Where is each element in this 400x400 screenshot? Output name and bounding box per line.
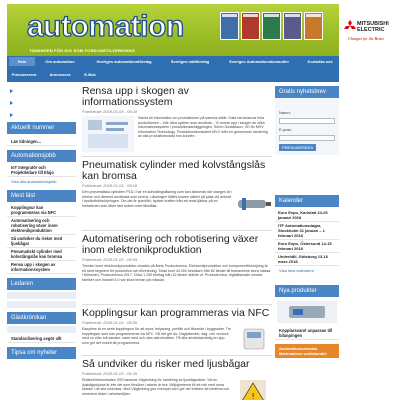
mest-last-item[interactable]: Rensa upp i skogen av informationssystem: [7, 261, 76, 274]
article-title[interactable]: Kopplingsur kan programmeras via NFC: [82, 308, 270, 319]
article-title[interactable]: Automatisering och robotisering växer inom elektronikproduktion: [82, 234, 259, 256]
ledaren-box: [7, 278, 76, 308]
subscribe-button[interactable]: PRENUMERERA: [279, 144, 316, 151]
mest-last-heading: Mest läst: [7, 190, 76, 202]
mest-last-item[interactable]: Så undviker du risker med ljusbågar: [7, 235, 76, 248]
ledaren-placeholder: [7, 292, 76, 299]
automationsjobb-box: [7, 150, 76, 186]
article-item: [82, 359, 272, 400]
article-title[interactable]: Pneumatisk cylinder med kolvstångslås kan bromsa: [82, 160, 266, 182]
nav-item-hem[interactable]: Hem: [9, 57, 35, 66]
nav-item-automationskonsulter[interactable]: Sveriges Automationskonsulter: [228, 59, 290, 64]
gastkronikan-item[interactable]: Standardisering avgör allt: [7, 335, 76, 343]
gastkronikan-placeholder: [7, 326, 76, 333]
automationsjobb-heading: Automationsjobb: [7, 150, 76, 162]
ledaren-placeholder: [7, 301, 76, 308]
article-list: [82, 86, 272, 400]
email-field[interactable]: [279, 135, 335, 141]
magazine-cover-2: [241, 12, 260, 40]
article-thumbnail[interactable]: [236, 378, 272, 400]
nav-item-automationsforetag[interactable]: Sveriges automationsföretag: [96, 59, 152, 64]
name-label: Namn:: [279, 110, 291, 115]
arrow-right-icon: [10, 113, 13, 117]
article-excerpt: Elsäkerhetsnormalen SS0 lanserar Vägledning för hantering av ljusbågsrisker. Vid en ljusbågsolycka är inte det som försöker i arbete är bra. Möjligheterna till ett risk med stora skador i de ska undvikas. Med Vägledning ges exempel som gör det enklare att bedöma och minimera risker i arbetsmiljöer.: [82, 378, 230, 396]
article-excerpt: Trender inom elektronikproduktion visades på årets Productronica. Elektronikproduktion och komponentförsörjning är ett stort segment för produktion och tillverkning. Totalt kom 44 000 besökare från 82 länder till branschens stora mässa i München, Productronica 2017. Cirka 1 250 företag från 42 länder ställde ut. Productronica, digitaliserade smarta fabriker och Industri 4.0 var stora teman på mässan.: [82, 264, 271, 282]
nav-item-ebok[interactable]: E-Bok: [84, 72, 96, 77]
article-excerpt: Samla all information om produktionen på samma ställe. Data via lanseras hela produktionen – inte olika system som används... Vi rensar upp i skogen av olika informationssystem i produktionsanläggningen, Sören Gustafsson, VD för MVV Information Technology. Produktionskonsulent MVV inför en gemensam hantering av alla produktionsdata hos kunden.: [138, 116, 268, 138]
left-arrow-box-3[interactable]: [7, 110, 76, 120]
gastkronikan-box: [7, 312, 76, 343]
bottom-promo[interactable]: Automationsmestas Marknadens webbhandel: [275, 344, 339, 358]
svg-text:!: !: [251, 392, 255, 400]
all-jobs-link[interactable]: Visa alla automationsjobb: [11, 179, 57, 184]
gastkronikan-heading: Gästkrönikan: [7, 312, 76, 324]
sponsor-slogan: Changes for the Better: [348, 36, 385, 41]
article-excerpt: Easytime är en serie kopplingsur för att styra, belysning, portlås och liknande i byggnader. Tre kopplingsur som kan programmeras via NFC. Så här gör du: Dagkalender, dag- och veckour med en eller två kanaler, samt med och utan astrofunktion. Få alla användarvänlig en app som gör det enkelt att programmera.: [82, 327, 232, 345]
article-item: [82, 234, 272, 305]
main-nav: [7, 56, 339, 82]
article-date: Publicerad: 2018-01-02 - 08:35: [82, 320, 138, 325]
left-arrow-box-2[interactable]: [7, 98, 76, 108]
calendar-item[interactable]: Underhåll, Göteborg 13-16 mars 2018: [275, 253, 339, 266]
nav-item-matforetag[interactable]: Sveriges mätföretag: [170, 59, 210, 64]
mest-last-item[interactable]: Pneumatiskt cylinder med kolvstångslås kan bromsa: [7, 248, 76, 261]
newsletter-box: [275, 86, 339, 155]
article-title[interactable]: Så undviker du risker med ljusbågar: [82, 359, 250, 370]
article-item: [82, 160, 272, 231]
calendar-item[interactable]: Euro Expo, Karlstad 24-25 januari 2018: [275, 209, 339, 222]
left-sidebar: [7, 86, 76, 363]
article-item: [82, 308, 272, 356]
sponsor-name: [357, 21, 389, 33]
kalender-heading: Kalender: [275, 195, 339, 207]
kalender-box: [275, 195, 339, 275]
article-date: Publicerad: 2018-01-05 - 09:18: [82, 109, 138, 114]
magazine-cover-4: [283, 12, 302, 40]
aktuellt-nummer-box: [7, 122, 76, 146]
tipsa-heading[interactable]: Tipsa om nyheter: [7, 347, 76, 359]
article-date: Publicerad: 2018-01-02 - 09:09: [82, 257, 138, 262]
newsletter-heading: Gratis nyhetsbrev: [275, 86, 339, 98]
nya-produkter-box: [275, 285, 339, 340]
right-spacer: [275, 159, 339, 195]
magazine-cover-5: [304, 12, 323, 40]
nav-item-prenumerera[interactable]: Prenumerera: [11, 72, 37, 77]
nav-item-om-automation[interactable]: Om automation: [45, 59, 75, 64]
article-item: [82, 86, 272, 157]
mest-last-item[interactable]: Kopplingsur kan programmeras via NFC: [7, 204, 76, 217]
mitsubishi-diamonds-icon: [344, 20, 356, 32]
mest-last-box: [7, 190, 76, 274]
article-thumbnail[interactable]: [236, 190, 272, 218]
aktuellt-nummer-heading: Aktuellt nummer: [7, 122, 76, 134]
article-date: Publicerad: 2018-01-02 - 06:35: [82, 371, 138, 376]
calendar-item[interactable]: Euro Expo, Östersund 14-15 februari 2018: [275, 240, 339, 253]
right-sidebar: [275, 86, 339, 360]
mitsubishi-ad[interactable]: [342, 18, 398, 50]
article-date: Publicerad: 2018-01-04 - 09:18: [82, 183, 138, 188]
name-field[interactable]: [279, 118, 335, 124]
nav-item-annonsera[interactable]: Annonsera: [49, 72, 71, 77]
header-banner[interactable]: [7, 4, 339, 56]
site-header: [0, 0, 400, 58]
article-excerpt: Den pneumatiska cylindern P1D-I har en kolvstångslåsning som kan aktiveras när slangen är i rörelse och därmed användas som broms. Låsningen hålles kvaren säkert på plats vid avbrott i tryckluftsförsörjningen. Om det är specifikt, trycker kraften från ett antal fjädrar på en metallenen som låser fast kolven med låsstålar.: [82, 190, 232, 208]
article-title[interactable]: Rensa upp i skogen av informationssystem: [82, 86, 189, 108]
ledaren-heading: Ledaren: [7, 278, 76, 290]
calendar-item[interactable]: ITF Automationsdagar, Stockholm 31 januari – 1 februari 2018: [275, 222, 339, 240]
arrow-right-icon: [10, 101, 13, 105]
product-image[interactable]: [277, 301, 337, 323]
product-caption[interactable]: Kopplarsvaret anpassas till bilanpingen: [275, 327, 339, 340]
email-label: E-post:: [279, 127, 292, 132]
article-thumbnail[interactable]: [82, 116, 134, 152]
tipsa-box: [7, 347, 76, 359]
magazine-cover-3: [262, 12, 281, 40]
calendar-link[interactable]: Visa hela kalendern: [279, 268, 315, 273]
nav-item-kontakta-oss[interactable]: Kontakta oss: [307, 59, 333, 64]
left-arrow-box-1[interactable]: [7, 86, 76, 96]
read-magazine-link[interactable]: Läs tidningen...: [7, 136, 76, 146]
site-tagline: TIDNINGEN FÖR DIG SOM FORDONSTILVERKNING: [29, 48, 135, 53]
magazine-cover-1: [220, 12, 239, 40]
mest-last-item[interactable]: Automatisering och robotisering växer inom elektronikproduktion: [7, 217, 76, 235]
job-item[interactable]: IoT Integratör och Projektledare till Elajo: [7, 164, 76, 177]
sponsor-name-line2: ELECTRIC: [357, 27, 385, 33]
site-logo[interactable]: automation: [27, 10, 184, 43]
article-thumbnail[interactable]: [236, 327, 272, 351]
nya-produkter-heading: Nya produkter: [275, 285, 339, 297]
sponsor-name-line1: MITSUBISHI: [357, 21, 389, 27]
arrow-right-icon: [10, 89, 13, 93]
